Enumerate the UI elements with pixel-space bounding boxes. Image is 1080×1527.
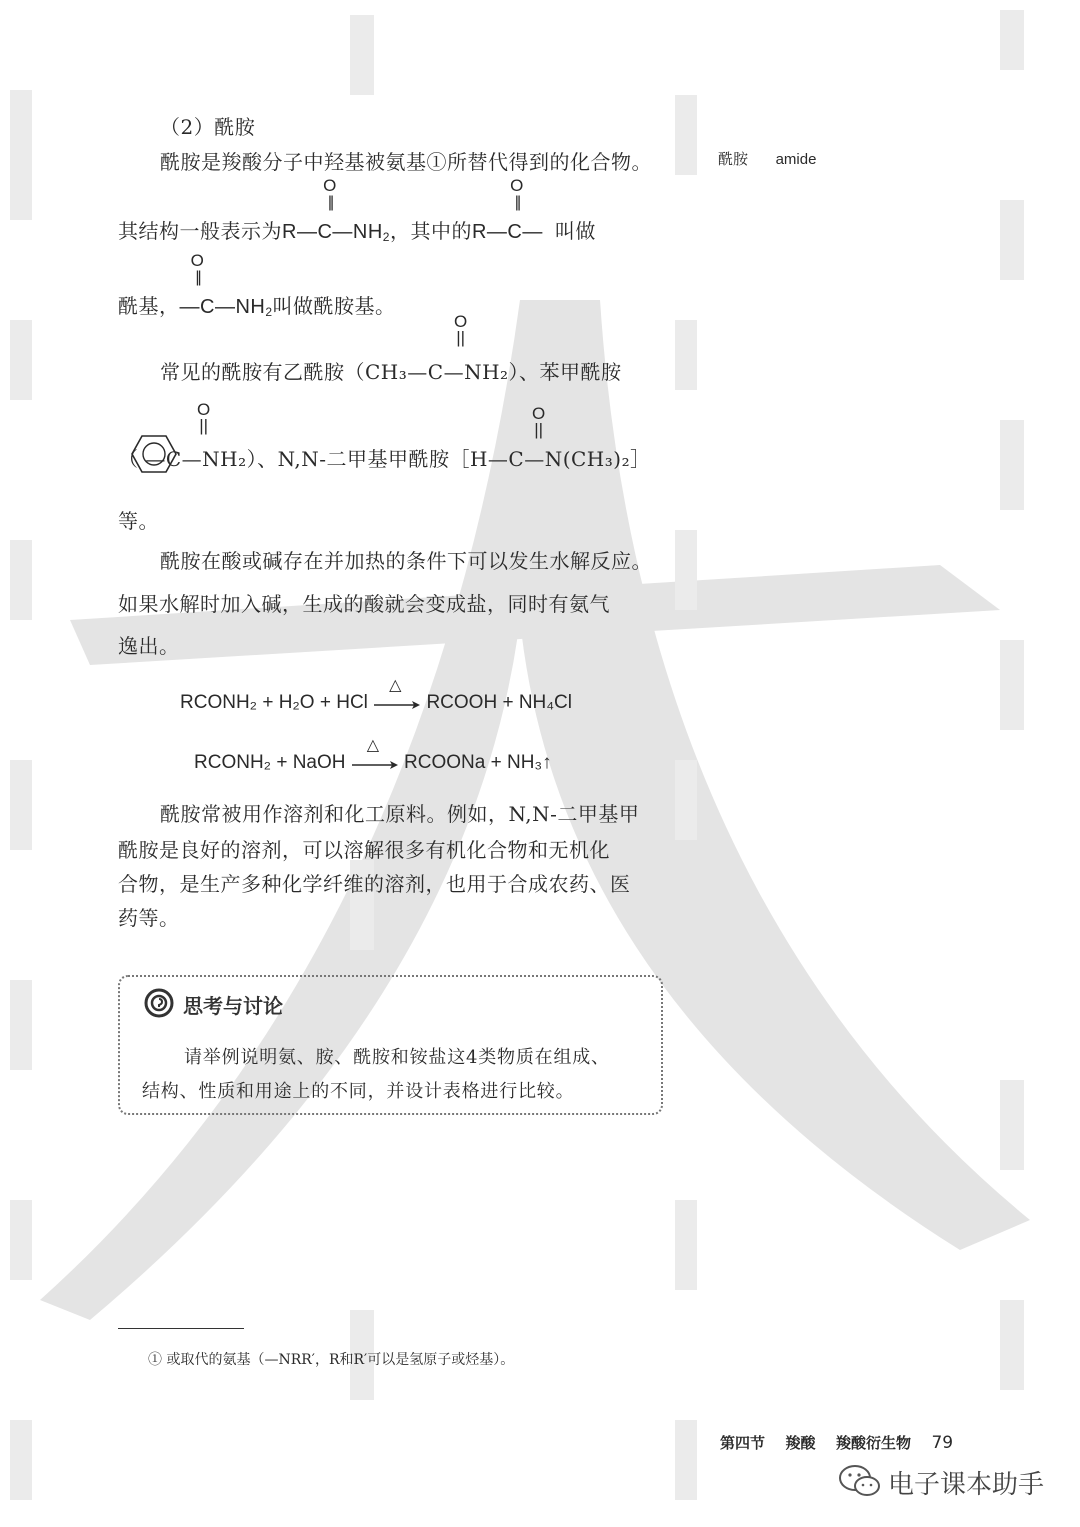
equation-base-right: RCOONa + NH₃↑: [404, 752, 552, 773]
footnote-divider: [118, 1328, 244, 1329]
think-box-line-1: 请举例说明氨、胺、酰胺和铵盐这4类物质在组成、: [184, 1047, 610, 1068]
footer-section: 第四节: [720, 1434, 766, 1452]
hydrolysis-line-1: 酰胺在酸或碱存在并加热的条件下可以发生水解反应。: [160, 549, 652, 573]
think-box-title: 思考与讨论: [183, 994, 283, 1018]
structure-middle: ，其中的: [389, 219, 472, 243]
equation-base-left: RCONH₂ + NaOH: [194, 752, 346, 773]
section-heading: （2）酰胺: [160, 115, 256, 139]
amide-general-formula: O || $R—C—NH_2$: [282, 176, 390, 244]
common-amides-text1: 常见的酰胺有乙酰胺（CH₃—C—NH₂）、苯甲酰胺: [160, 360, 622, 384]
hydrolysis-line-3: 逸出。: [118, 634, 180, 658]
amide-group-prefix: 酰基，: [118, 294, 180, 318]
common-amides-line2: [118, 443, 651, 472]
wechat-icon: [838, 1464, 882, 1498]
heat-condition: △: [389, 676, 402, 694]
footer-chapter: 羧酸: [785, 1434, 816, 1452]
structure-line: [118, 176, 596, 244]
reaction-arrow-icon: [351, 736, 399, 773]
page-number: 79: [931, 1433, 954, 1453]
usage-line-4: 药等。: [118, 906, 180, 930]
amide-group-line: [118, 251, 396, 319]
etc-text: 等。: [118, 509, 159, 533]
paragraph-definition: 酰胺是羧酸分子中羟基被氨基①所替代得到的化合物。: [160, 150, 652, 174]
reaction-arrow-icon: [373, 676, 421, 713]
hydrolysis-line-2: 如果水解时加入碱，生成的酸就会变成盐，同时有氨气: [118, 592, 610, 616]
think-box-line-2: 结构、性质和用途上的不同，并设计表格进行比较。: [142, 1081, 575, 1102]
amide-group-suffix: 叫做酰胺基。: [272, 294, 396, 318]
usage-line-3: 合物，是生产多种化学纤维的溶剂，也用于合成农药、医: [118, 872, 631, 896]
margin-note-english: amide: [775, 151, 817, 168]
acyl-formula: O || R—C—: [471, 176, 543, 243]
dmf-oxygen: O ||: [532, 404, 546, 439]
watermark-brand-text: 电子课本助手: [888, 1470, 1045, 1500]
equation-acid-left: RCONH₂ + H₂O + HCl: [180, 692, 368, 713]
heat-condition: △: [366, 736, 380, 754]
equation-base: [194, 736, 552, 774]
margin-note-term: 酰胺: [718, 150, 749, 168]
benzene-ring-icon: [130, 432, 178, 476]
amide-group-formula: O || $—C—NH_2$: [179, 251, 273, 319]
page-footer: [720, 1432, 953, 1453]
structure-prefix: 其结构一般表示为: [118, 219, 282, 243]
acetamide-oxygen: O ||: [454, 312, 468, 347]
footnote-text: ① 或取代的氨基（—NRR′，R和R′可以是氢原子或烃基）。: [148, 1352, 515, 1368]
benzamide-oxygen: O ||: [197, 400, 211, 435]
usage-line-1: 酰胺常被用作溶剂和化工原料。例如，N,N-二甲基甲: [160, 802, 640, 826]
footer-topic: 羧酸衍生物: [835, 1434, 911, 1452]
equation-acid: [180, 676, 572, 714]
structure-suffix: 叫做: [554, 219, 596, 243]
margin-note: [718, 148, 816, 169]
common-amides-line1: [160, 356, 622, 385]
equation-acid-right: RCOOH + NH₄Cl: [426, 692, 572, 713]
common-amides-text2: （ —C—NH₂）、N,N-二甲基甲酰胺［H—C—N(CH₃)₂］: [118, 447, 651, 471]
usage-line-2: 酰胺是良好的溶剂，可以溶解很多有机化合物和无机化: [118, 838, 610, 862]
discussion-icon: [144, 988, 174, 1018]
